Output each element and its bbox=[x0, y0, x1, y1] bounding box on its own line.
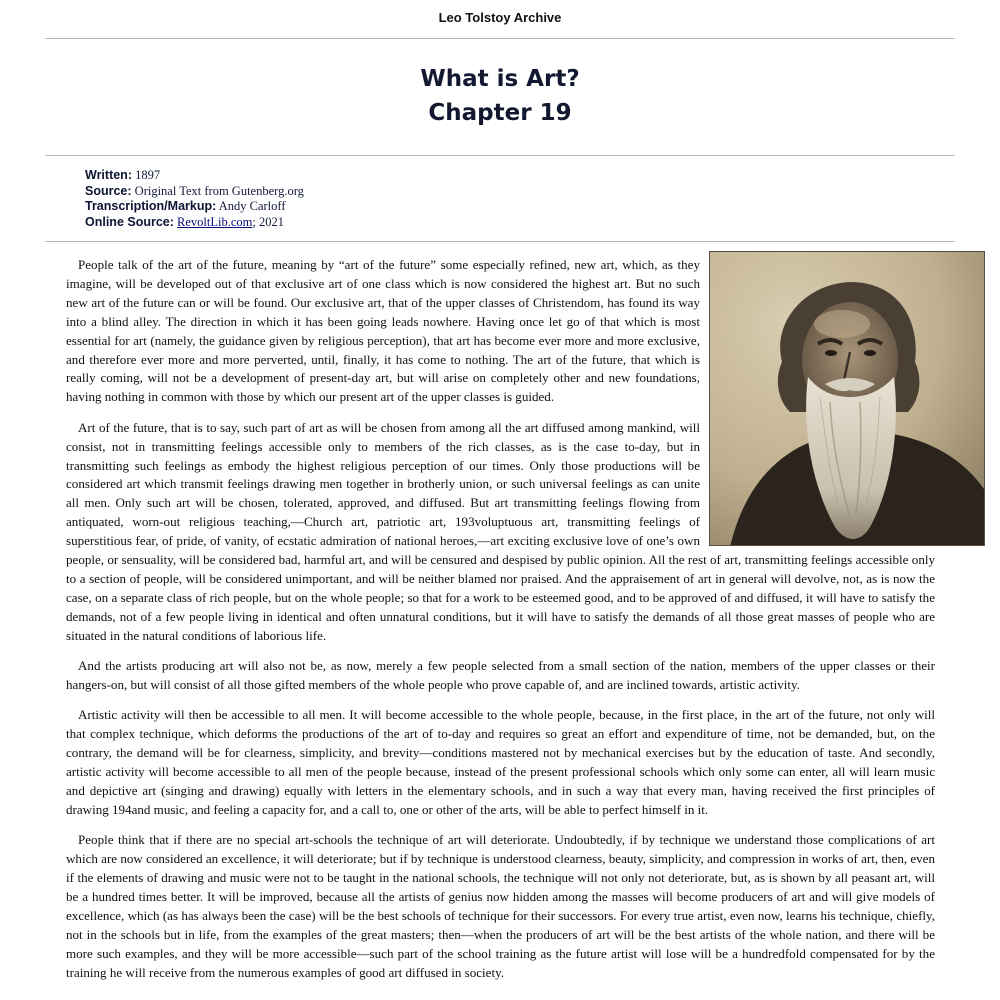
portrait-float-space bbox=[700, 256, 935, 546]
chapter-title: Chapter 19 bbox=[428, 100, 572, 126]
article-body bbox=[66, 256, 935, 994]
meta-value: Original Text from Gutenberg.org bbox=[134, 183, 304, 198]
paragraph: Artistic activity will then be accessible to all men. It will become accessible to the whole people, because, in the first place, in the art of the future, not only will that complex technique, which deforms the productions of the art of to-day and requires so great an effort and expenditure of time, not be demanded, but, on the contrary, the demand will be for clearness, simplicity, and brevity—conditions mastered not by mechanical exercises but by the education of taste. And secondly, artistic activity will become accessible to all men of the people because, instead of the present professional schools which only some can enter, all will learn music and depictive art (singing and drawing) equally with letters in the elementary schools, and in such a way that every man, having received the first principles of drawing 194and music, and feeling a capacity for, and a call to, one or other of the arts, will be able to perfect himself in it. bbox=[66, 707, 935, 817]
meta-divider bbox=[45, 241, 955, 242]
meta-value: ; 2021 bbox=[252, 214, 284, 229]
revoltlib-link[interactable]: RevoltLib.com bbox=[177, 214, 253, 229]
page-title-block bbox=[0, 62, 1000, 130]
paragraph: People talk of the art of the future, meaning by “art of the future” some especially refined, new art, which, as they imagine, will be developed out of that exclusive art of one class which is now considered the highest art. But no such new art of the future can or will be found. Our exclusive art, that of the upper classes of Christendom, has found its way into a blind alley. The direction in which it has been going leads nowhere. Having once let go of that which is most essential for art (namely, the guidance given by religious perception), that art has become ever more and more exclusive, and therefore ever more and more perverted, until, finally, it has come to nothing. The art of the future, that which is really coming, will not be a development of present-day art, but will arise on completely other and new foundations, having nothing in common with those by which our present art of the upper classes is guided. bbox=[66, 257, 700, 405]
meta-value: Andy Carloff bbox=[218, 199, 286, 213]
paragraph: And the artists producing art will also not be, as now, merely a few people selected from a small section of the nation, members of the upper classes or their hangers-on, but will consist of all those gifted members of the whole people who prove capable of, and are inclined towards, artistic activity. bbox=[66, 658, 935, 693]
site-header[interactable]: Leo Tolstoy Archive bbox=[438, 10, 562, 25]
meta-written bbox=[85, 168, 304, 184]
meta-label: Written: bbox=[85, 168, 132, 182]
paragraph: Art of the future, that is to say, such part of art as will be chosen from among all the art diffused among mankind, will consist, not in transmitting feelings accessible only to members of the rich classes, as is the case to-day, but in transmitting such feelings as embody the highest religious perception of our times. Only those productions will be considered art which transmit feelings drawing men together in brotherly union, or such universal feelings as can unite all men. Only such art will be chosen, tolerated, approved, and diffused. But art transmitting feelings flowing from antiquated, worn-out religious teaching,—Church art, patriotic art, 193voluptuous art, transmitting feelings of superstitious fear, of pride, of vanity, of ecstatic admiration of national heroes,—art exciting exclusive love of one’s own people, or sensuality, will be considered bad, harmful art, and will be censured and despised by public opinion. All the rest of art, transmitting feelings accessible only to a section of people, will be considered unimportant, and will be neither blamed nor praised. And the appraisement of art in general will devolve, not, as is now the case, on a separate class of rich people, but on the whole people; so that for a work to be esteemed good, and to be approved of and diffused, it will have to satisfy the demands, not of a few people living in identical and often unnatural conditions, but it will have to satisfy the demands of all those great masses of people who are situated in the natural conditions of laborious life. bbox=[66, 419, 935, 643]
page-title: What is Art? bbox=[420, 66, 580, 92]
meta-online-source bbox=[85, 215, 304, 231]
title-divider bbox=[45, 155, 955, 156]
header-divider bbox=[45, 38, 955, 39]
meta-label: Source: bbox=[85, 183, 132, 198]
meta-label: Online Source: bbox=[85, 214, 174, 229]
meta-transcription bbox=[85, 199, 304, 215]
metadata-block bbox=[85, 168, 304, 230]
meta-value: 1897 bbox=[135, 168, 161, 182]
paragraph: People think that if there are no special art-schools the technique of art will deteriorate. Undoubtedly, if by technique we understand those complications of art which are now considered an excellence, it will deteriorate; but if by technique is understood clearness, beauty, simplicity, and compression in works of art, then, even if the elements of drawing and music were not to be taught in the national schools, the technique will not only not deteriorate, but, as is shown by all peasant art, will be a hundred times better. It will be improved, because all the artists of genius now hidden among the masses will become producers of art and will give models of excellence, which (as has always been the case) will be the best schools of technique for their successors. For every true artist, even now, learns his technique, chiefly, not in the schools but in life, from the examples of the great masters; then—when the producers of art will be the best artists of the whole nation, and there will be more such examples, and they will be more accessible—such part of the school training as the future artist will lose will be a hundredfold compensated for by the training he will receive from the numerous examples of good art diffused in society. bbox=[66, 832, 935, 980]
meta-source bbox=[85, 184, 304, 200]
meta-label: Transcription/Markup: bbox=[85, 199, 217, 213]
